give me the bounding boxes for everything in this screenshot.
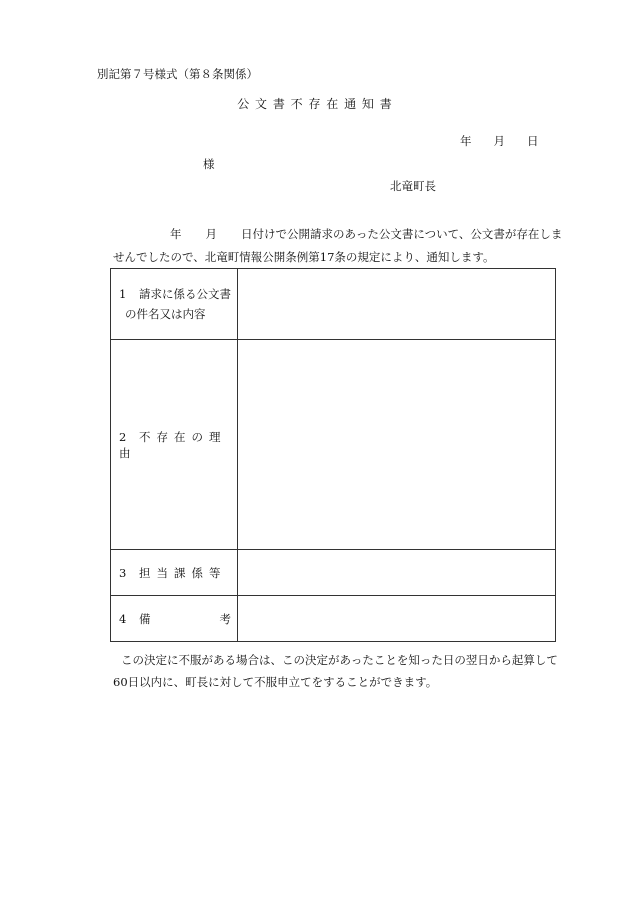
row-2-value-cell[interactable] xyxy=(238,340,556,550)
row-3-label xyxy=(111,550,238,596)
row-4-label-left: 備 xyxy=(139,611,151,626)
table-row xyxy=(111,340,556,550)
body-line-2: せんでしたので、北竜町情報公開条例第17条の規定により、通知します。 xyxy=(113,250,495,264)
row-4-number: 4 xyxy=(119,611,127,626)
row-4-label-right: 考 xyxy=(219,611,231,626)
body-line-1 xyxy=(113,223,568,246)
sender-name: 北竜町長 xyxy=(390,179,436,193)
row-1-label-line-2: の件名又は内容 xyxy=(125,307,206,321)
row-1-number: 1 xyxy=(119,287,127,301)
date-month: 月 xyxy=(493,134,505,148)
row-2-label xyxy=(111,340,238,550)
body-year: 年 xyxy=(170,227,182,241)
body-month: 月 xyxy=(205,227,217,241)
table-row xyxy=(111,550,556,596)
row-2-number: 2 xyxy=(119,429,127,444)
row-4-value-cell[interactable] xyxy=(238,596,556,642)
row-2-label-text: 不存在の理由 xyxy=(119,429,227,460)
row-3-number: 3 xyxy=(119,565,127,580)
date-year: 年 xyxy=(460,134,472,148)
body-paragraph xyxy=(113,223,568,269)
body-line-1-text: 日付けで公開請求のあった公文書について、公文書が存在しま xyxy=(241,227,563,241)
row-4-label xyxy=(111,596,238,642)
table-row xyxy=(111,596,556,642)
row-1-label xyxy=(111,269,238,340)
notice-table xyxy=(110,268,556,642)
appeal-notice-line-2: 60日以内に、町長に対して不服申立てをすることができます。 xyxy=(113,675,438,689)
appeal-notice-line-1: この決定に不服がある場合は、この決定があったことを知った日の翌日から起算して xyxy=(121,653,558,667)
document-title: 公 文 書 不 存 在 通 知 書 xyxy=(237,97,393,111)
table-row xyxy=(111,269,556,340)
row-3-value-cell[interactable] xyxy=(238,550,556,596)
date-line xyxy=(460,133,539,149)
row-3-label-text: 担当課係等 xyxy=(139,565,227,580)
addressee-suffix: 様 xyxy=(203,157,215,171)
form-label: 別記第７号様式（第８条関係） xyxy=(97,67,258,81)
appeal-notice xyxy=(113,649,568,693)
date-day: 日 xyxy=(527,134,539,148)
row-1-value-cell[interactable] xyxy=(238,269,556,340)
row-1-label-line-1: 請求に係る公文書 xyxy=(139,287,231,301)
